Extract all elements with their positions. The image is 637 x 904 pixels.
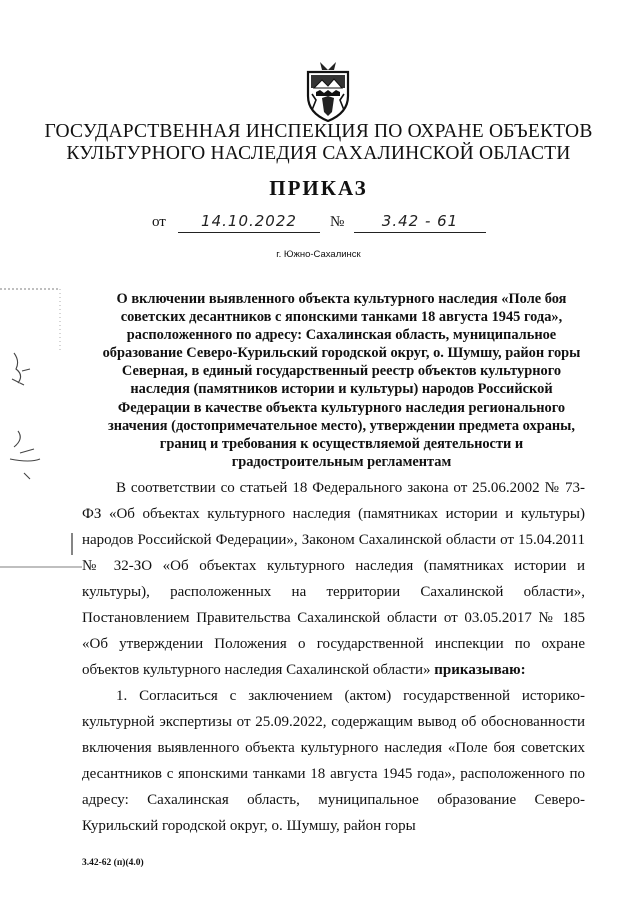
organization-line-1: ГОСУДАРСТВЕННАЯ ИНСПЕКЦИЯ ПО ОХРАНЕ ОБЪЕКТОВ xyxy=(44,121,593,142)
body-paragraph-2: 1. Согласиться с заключением (актом) государственной историко-культурной экспертизы от 25.09.2022, содержащим вывод об обоснованности включения выявленного объекта культурного наследия «Поле боя советских десантников с японскими танками 18 августа 1945 года», расположенного по адресу: Сахалинская область, муниципальное образование Северо-Курильский городской округ, о. Шумшу, район горы xyxy=(82,688,585,834)
city-line: г. Южно-Сахалинск xyxy=(276,249,361,260)
order-command: приказываю: xyxy=(434,662,526,678)
margin-scribble-marks xyxy=(0,283,82,583)
document-code: 3.42-62 (п)(4.0) xyxy=(82,858,144,868)
order-number-field: 3.42 - 61 xyxy=(354,208,486,233)
date-label: от xyxy=(152,214,166,230)
order-subject: О включении выявленного объекта культурного наследия «Поле боя советских десантников с японскими танками 18 августа 1945 года», расположенного по адресу: Сахалинская область, муниципальное образование Северо-Курильский городской округ, о. Шумшу, район горы Северная, в единый государственный реестр объектов культурного наследия (памятников истории и культуры) народов Российской Федерации в качестве объекта культурного наследия регионального значения (достопримечательное место), утверждении предмета охраны, границ и требования к осуществляемой деятельности и градостроительным регламентам xyxy=(102,291,581,470)
organization-line-2: КУЛЬТУРНОГО НАСЛЕДИЯ САХАЛИНСКОЙ ОБЛАСТИ xyxy=(66,143,571,164)
document-title: ПРИКАЗ xyxy=(269,176,368,200)
organization-header xyxy=(40,121,597,165)
order-date-number-row xyxy=(152,208,492,234)
document-body xyxy=(82,475,585,839)
coat-of-arms-icon xyxy=(302,60,354,122)
body-paragraph-1-text: В соответствии со статьей 18 Федерального закона от 25.06.2002 № 73-ФЗ «Об объектах культурного наследия (памятниках истории и культуры) народов Российской Федерации», Законом Сахалинской области от 15.04.2011 № 32-ЗО «Об объектах культурного наследия (памятниках истории и культуры), расположенных на территории Сахалинской области», Постановлением Правительства Сахалинской области от 03.05.2017 № 185 «Об утверждении Положения о государственной инспекции по охране объектов культурного наследия Сахалинской области» xyxy=(82,480,585,678)
body-paragraph-1 xyxy=(82,475,585,683)
number-label: № xyxy=(330,214,345,230)
order-date-field: 14.10.2022 xyxy=(178,208,320,233)
